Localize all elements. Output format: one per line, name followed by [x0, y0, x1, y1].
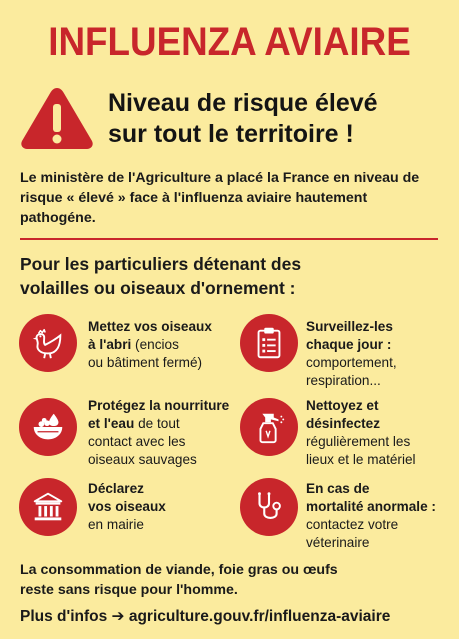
item-line: oiseaux sauvages	[88, 452, 197, 467]
item-bold: désinfectez	[306, 416, 381, 431]
item-bold: mortalité anormale :	[306, 499, 436, 514]
item-bold: Surveillez-les	[306, 319, 393, 334]
item-line: en mairie	[88, 517, 144, 532]
page-title: INFLUENZA AVIAIRE	[48, 20, 411, 64]
item-bold: vos oiseaux	[88, 499, 166, 514]
item-bold: Protégez la nourriture	[88, 398, 230, 413]
more-info-link[interactable]: Plus d'infos ➔ agriculture.gouv.fr/influenza-aviaire	[20, 608, 391, 625]
item-text	[88, 318, 238, 372]
item-bold: En cas de	[306, 481, 370, 496]
item-text	[88, 397, 244, 469]
item-text	[306, 318, 456, 390]
item-bold: Déclarez	[88, 481, 144, 496]
item-line: respiration...	[306, 373, 381, 388]
risk-subtitle	[108, 88, 448, 150]
clipboard-icon	[240, 314, 298, 372]
divider	[20, 238, 438, 240]
item-line: contact avec les	[88, 434, 186, 449]
item-line: ou bâtiment fermé)	[88, 355, 203, 370]
item-bold: et l'eau	[88, 416, 135, 431]
feeder-icon	[19, 398, 77, 456]
item-bold: chaque jour :	[306, 337, 392, 352]
section-title-line: volailles ou oiseaux d'ornement :	[20, 278, 296, 298]
chicken-icon	[19, 314, 77, 372]
item-bold: à l'abri	[88, 337, 132, 352]
subtitle-line: Niveau de risque élevé	[108, 89, 378, 117]
item-text	[306, 397, 456, 469]
safety-note-line: reste sans risque pour l'homme.	[20, 582, 238, 598]
item-text	[306, 480, 456, 552]
section-title	[20, 252, 440, 300]
item-line: lieux et le matériel	[306, 452, 416, 467]
item-bold: Mettez vos oiseaux	[88, 319, 212, 334]
item-line: contactez votre	[306, 517, 399, 532]
section-title-line: Pour les particuliers détenant des	[20, 254, 302, 274]
spray-bottle-icon	[240, 398, 298, 456]
warning-icon	[18, 84, 96, 152]
item-line: comportement,	[306, 355, 397, 370]
item-text-rest: de tout	[134, 416, 180, 431]
intro-text: Le ministère de l'Agriculture a placé la France en niveau de risque « élevé » face à l'influenza aviaire hautement pathogéne.	[20, 170, 420, 226]
subtitle-line: sur tout le territoire !	[108, 120, 354, 148]
item-line: véterinaire	[306, 535, 370, 550]
item-bold: Nettoyez et	[306, 398, 379, 413]
item-line: régulièrement les	[306, 434, 411, 449]
safety-note	[20, 560, 440, 600]
item-text	[88, 480, 238, 534]
safety-note-line: La consommation de viande, foie gras ou œufs	[20, 562, 338, 578]
stethoscope-icon	[240, 478, 298, 536]
item-text-rest: (encios	[131, 337, 179, 352]
town-hall-icon	[19, 478, 77, 536]
